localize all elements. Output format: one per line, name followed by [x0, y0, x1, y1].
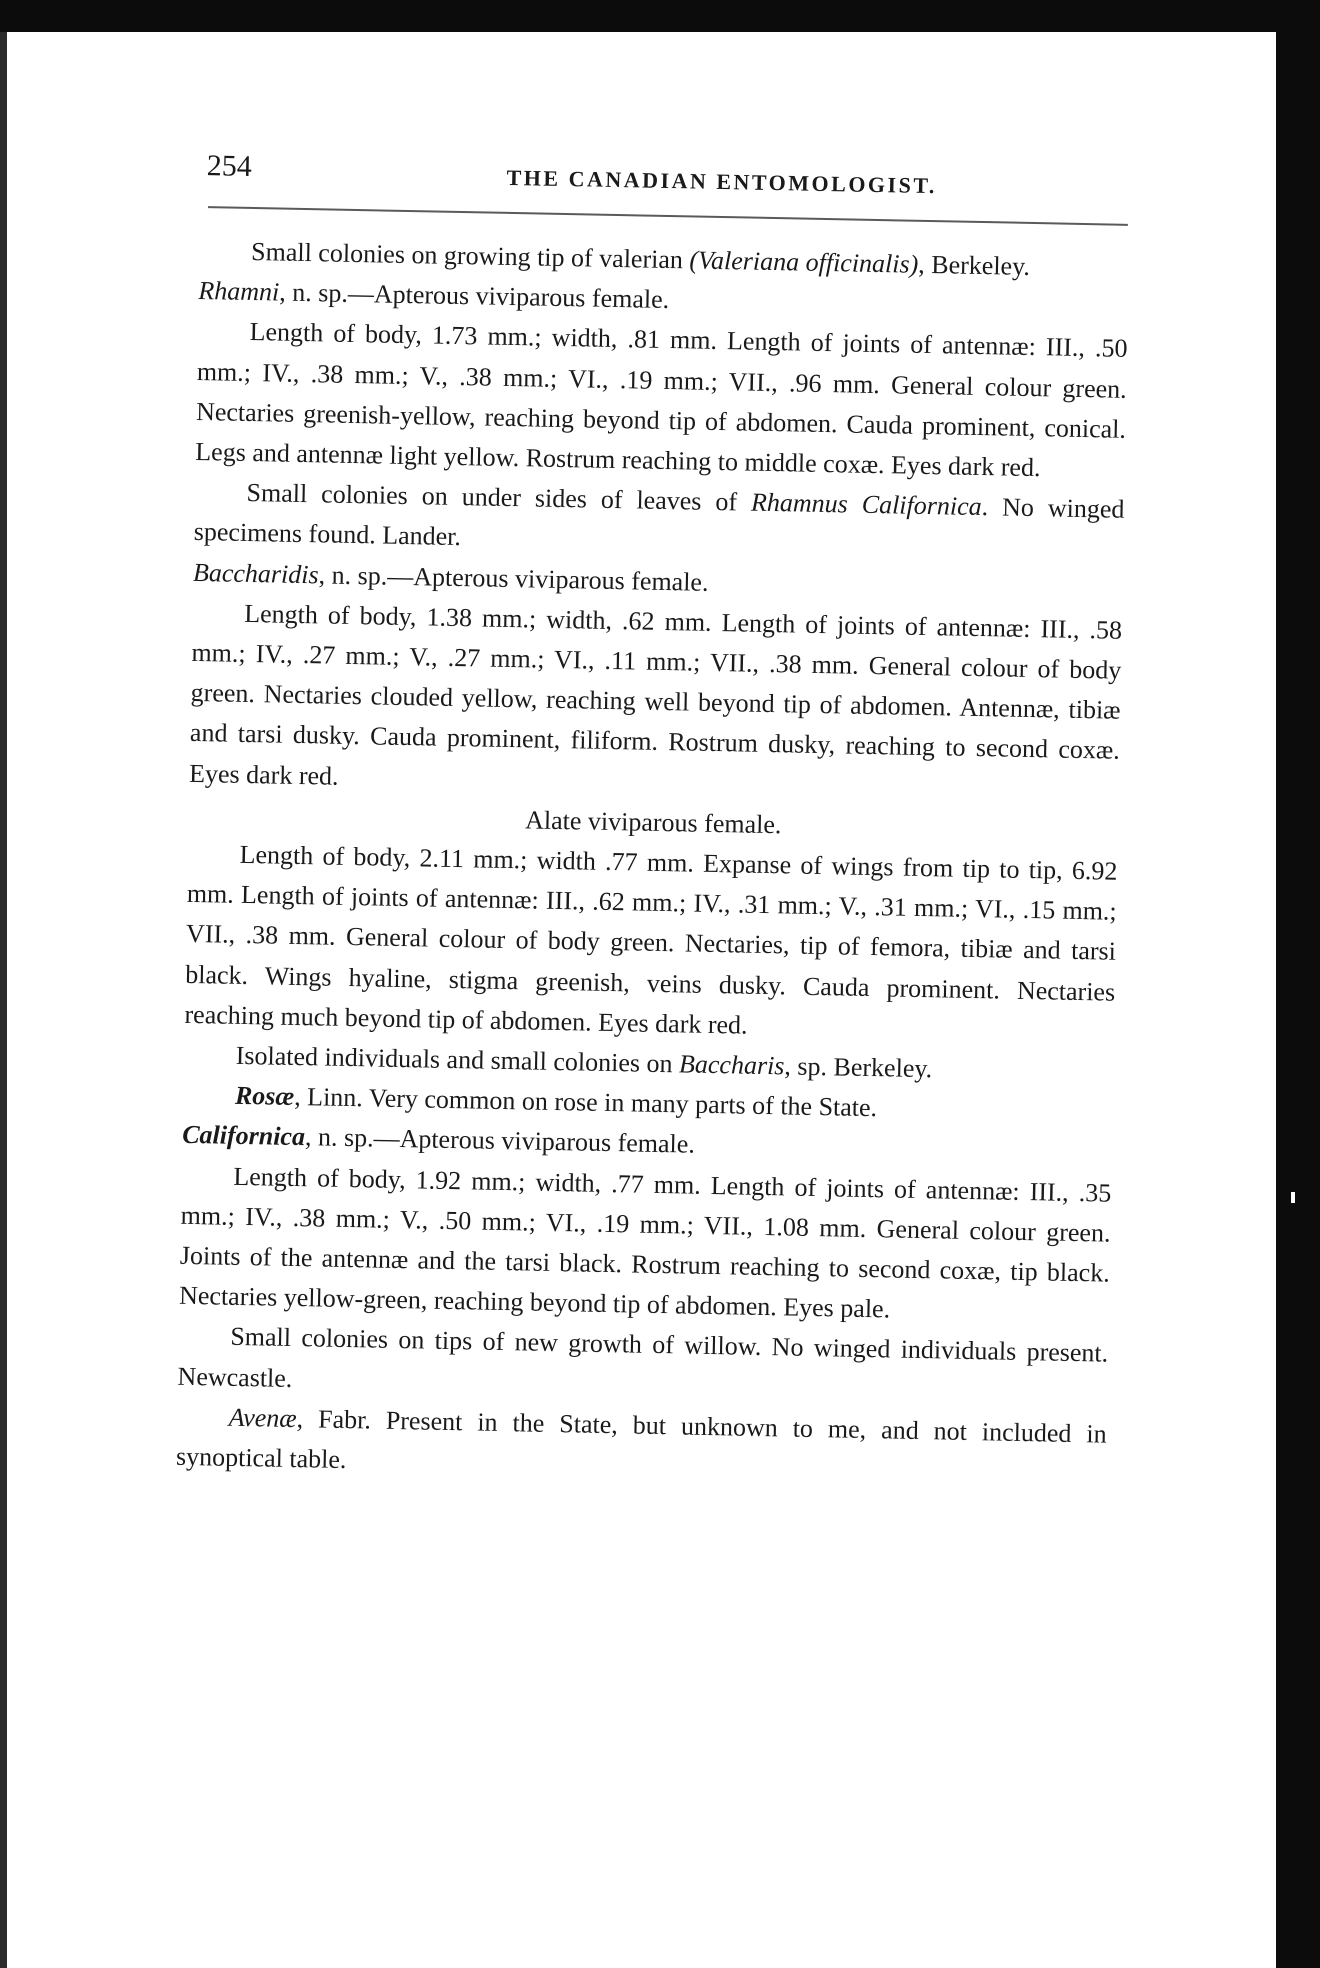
description-rhamni: Length of body, 1.73 mm.; width, .81 mm. Length of joints of antennæ: III., .50 mm.; IV., .38 mm.; V., .38 mm.; VI., .19 mm.; VII., .96 mm. General colour green. Nectaries greenish-yellow, reaching beyond tip of abdomen. Cauda prominent, conical. Legs and antennæ light yellow. Rostrum reaching to middle coxæ. Eyes dark red. [195, 317, 1128, 483]
description-baccharidis: Length of body, 1.38 mm.; width, .62 mm. Length of joints of antennæ: III., .58 mm.; IV., .27 mm.; V., .27 mm.; VI., .11 mm.; VII., .38 mm. General colour of body green. Nectaries clouded yellow, reaching well beyond tip of abdomen. Antennæ, tibiæ and tarsi dusky. Cauda prominent, filiform. Rostrum dusky, reaching to second coxæ. Eyes dark red. [188, 598, 1123, 791]
running-head [206, 149, 1187, 208]
habitat-californica: Small colonies on tips of new growth of willow. No winged individuals present. Newcastle. [177, 1322, 1109, 1393]
paragraph-text: Small colonies on growing tip of valerian [250, 236, 690, 275]
scan-top-border [0, 0, 1320, 32]
species-name: Baccharis [678, 1049, 785, 1081]
heading-text: , n. sp.—Apterous viviparous female. [318, 559, 709, 597]
scan-speck [1291, 1192, 1295, 1203]
heading-text: , n. sp.—Apterous viviparous female. [304, 1122, 696, 1160]
paragraph-text: . No winged specimens found. Lander. [193, 492, 1125, 552]
heading-text: , n. sp.—Apterous viviparous female. [279, 277, 670, 315]
paragraph-text: Small colonies on under sides of leaves of [246, 478, 752, 517]
paragraph-text: Isolated individuals and small colonies on [235, 1040, 680, 1079]
description-baccharidis-alate: Length of body, 2.11 mm.; width .77 mm. Expanse of wings from tip to tip, 6.92 mm. Length of joints of antennæ: III., .62 mm.; IV., .31 mm.; V., .31 mm.; VI., .15 mm.; VII., .38 mm. General colour of body green. Nectaries, tip of femora, tibiæ and tarsi black. Wings hyaline, stigma greenish, veins dusky. Cauda prominent. Nectaries reaching much beyond tip of abdomen. Eyes dark red. [184, 839, 1118, 1040]
article-body [176, 231, 1130, 1495]
header-rule [208, 206, 1128, 226]
species-name: Rosæ [234, 1081, 295, 1112]
species-name: Rhamnus Californica [750, 487, 982, 522]
species-name: Californica [181, 1120, 306, 1152]
description-californica: Length of body, 1.92 mm.; width, .77 mm. Length of joints of antennæ: III., .35 mm.; IV., .38 mm.; V., .50 mm.; VI., .19 mm.; VII., 1.08 mm. General colour green. Joints of the antennæ and the tarsi black. Rostrum reaching to second coxæ, tip black. Nectaries yellow-green, reaching beyond tip of abdomen. Eyes pale. [178, 1161, 1112, 1324]
scan-left-border [0, 32, 7, 1968]
species-name: Baccharidis [192, 557, 319, 589]
entry-avenae [176, 1397, 1107, 1495]
species-name: Avenæ [228, 1402, 297, 1433]
alate-heading: Alate viviparous female. [524, 805, 782, 840]
species-name: Rhamni [198, 276, 280, 307]
page-number: 254 [206, 149, 253, 183]
paragraph-text: , sp. Berkeley. [784, 1051, 933, 1084]
paragraph-text: , Linn. Very common on rose in many parts of the State. [293, 1082, 878, 1123]
paragraph-text: , Fabr. Present in the State, but unknown to me, and not included in synoptical table. [175, 1403, 1107, 1475]
journal-title: THE CANADIAN ENTOMOLOGIST. [506, 164, 938, 199]
scan-page-edge-gap [1262, 32, 1276, 1968]
species-name: (Valeriana officinalis) [689, 245, 919, 279]
paragraph-text: , Berkeley. [918, 249, 1031, 281]
